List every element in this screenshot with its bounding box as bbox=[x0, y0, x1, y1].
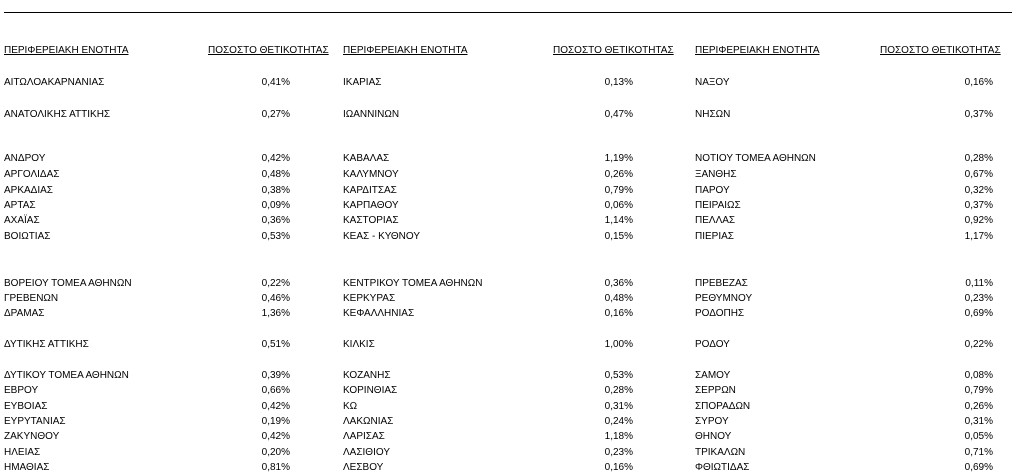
positivity-value: 0,31% bbox=[604, 401, 633, 412]
header-positivity: ΠΟΣΟΣΤΟ ΘΕΤΙΚΟΤΗΤΑΣ bbox=[208, 45, 329, 56]
positivity-value: 0,16% bbox=[604, 462, 633, 473]
region-name: ΚΟΖΑΝΗΣ bbox=[343, 370, 391, 381]
region-name: ΑΡΚΑΔΙΑΣ bbox=[4, 185, 53, 196]
region-name: ΣΠΟΡΑΔΩΝ bbox=[695, 401, 751, 412]
region-name: ΣΥΡΟΥ bbox=[695, 416, 729, 427]
region-name: ΚΕΦΑΛΛΗΝΙΑΣ bbox=[343, 308, 415, 319]
region-name: ΝΑΞΟΥ bbox=[695, 77, 730, 88]
region-name: ΚΑΒΑΛΑΣ bbox=[343, 153, 390, 164]
positivity-value: 0,69% bbox=[964, 462, 993, 473]
region-name: ΓΡΕΒΕΝΩΝ bbox=[4, 293, 59, 304]
positivity-value: 0,36% bbox=[261, 215, 290, 226]
positivity-value: 0,79% bbox=[964, 385, 993, 396]
region-name: ΠΑΡΟΥ bbox=[695, 185, 730, 196]
region-name: ΚΕΝΤΡΙΚΟΥ ΤΟΜΕΑ ΑΘΗΝΩΝ bbox=[343, 278, 483, 289]
region-name: ΠΙΕΡΙΑΣ bbox=[695, 231, 734, 242]
region-name: ΚΩ bbox=[343, 401, 358, 412]
region-name: ΔΥΤΙΚΟΥ ΤΟΜΕΑ ΑΘΗΝΩΝ bbox=[4, 370, 129, 381]
region-name: ΡΟΔΟΥ bbox=[695, 339, 730, 350]
region-name: ΡΟΔΟΠΗΣ bbox=[695, 308, 745, 319]
positivity-value: 1,18% bbox=[604, 431, 633, 442]
region-name: ΖΑΚΥΝΘΟΥ bbox=[4, 431, 60, 442]
region-name: ΡΕΘΥΜΝΟΥ bbox=[695, 293, 753, 304]
positivity-value: 0,16% bbox=[604, 308, 633, 319]
region-name: ΙΚΑΡΙΑΣ bbox=[343, 77, 382, 88]
region-name: ΗΛΕΙΑΣ bbox=[4, 447, 41, 458]
region-name: ΚΙΛΚΙΣ bbox=[343, 339, 375, 350]
positivity-value: 1,17% bbox=[964, 231, 993, 242]
positivity-value: 0,36% bbox=[604, 278, 633, 289]
region-name: ΠΕΛΛΑΣ bbox=[695, 215, 736, 226]
region-name: ΣΑΜΟΥ bbox=[695, 370, 731, 381]
region-name: ΛΕΣΒΟΥ bbox=[343, 462, 384, 473]
region-name: ΤΡΙΚΑΛΩΝ bbox=[695, 447, 746, 458]
region-name: ΒΟΙΩΤΙΑΣ bbox=[4, 231, 51, 242]
region-name: ΚΑΛΥΜΝΟΥ bbox=[343, 169, 399, 180]
positivity-value: 0,42% bbox=[261, 401, 290, 412]
positivity-value: 0,28% bbox=[964, 153, 993, 164]
positivity-value: 0,26% bbox=[604, 169, 633, 180]
positivity-value: 0,81% bbox=[261, 462, 290, 473]
positivity-value: 0,42% bbox=[261, 153, 290, 164]
positivity-value: 0,42% bbox=[261, 431, 290, 442]
region-name: ΑΝΔΡΟΥ bbox=[4, 153, 46, 164]
region-name: ΑΝΑΤΟΛΙΚΗΣ ΑΤΤΙΚΗΣ bbox=[4, 109, 111, 120]
positivity-value: 0,24% bbox=[604, 416, 633, 427]
positivity-value: 0,41% bbox=[261, 77, 290, 88]
region-name: ΗΜΑΘΙΑΣ bbox=[4, 462, 50, 473]
positivity-value: 1,36% bbox=[261, 308, 290, 319]
positivity-value: 0,37% bbox=[964, 200, 993, 211]
region-name: ΒΟΡΕΙΟΥ ΤΟΜΕΑ ΑΘΗΝΩΝ bbox=[4, 278, 132, 289]
region-name: ΠΕΙΡΑΙΩΣ bbox=[695, 200, 741, 211]
positivity-value: 0,46% bbox=[261, 293, 290, 304]
positivity-value: 0,71% bbox=[964, 447, 993, 458]
region-name: ΚΑΡΠΑΘΟΥ bbox=[343, 200, 399, 211]
positivity-value: 0,31% bbox=[964, 416, 993, 427]
region-name: ΕΒΡΟΥ bbox=[4, 385, 39, 396]
region-name: ΚΑΡΔΙΤΣΑΣ bbox=[343, 185, 397, 196]
positivity-value: 0,26% bbox=[964, 401, 993, 412]
positivity-value: 0,13% bbox=[604, 77, 633, 88]
positivity-value: 0,05% bbox=[964, 431, 993, 442]
region-name: ΝΟΤΙΟΥ ΤΟΜΕΑ ΑΘΗΝΩΝ bbox=[695, 153, 816, 164]
positivity-value: 0,53% bbox=[604, 370, 633, 381]
header-positivity: ΠΟΣΟΣΤΟ ΘΕΤΙΚΟΤΗΤΑΣ bbox=[880, 45, 1001, 56]
positivity-value: 0,48% bbox=[261, 169, 290, 180]
region-name: ΕΥΒΟΙΑΣ bbox=[4, 401, 48, 412]
region-name: ΚΑΣΤΟΡΙΑΣ bbox=[343, 215, 399, 226]
positivity-value: 0,06% bbox=[604, 200, 633, 211]
positivity-value: 0,66% bbox=[261, 385, 290, 396]
positivity-value: 0,32% bbox=[964, 185, 993, 196]
region-name: ΔΡΑΜΑΣ bbox=[4, 308, 45, 319]
region-name: ΝΗΣΩΝ bbox=[695, 109, 731, 120]
positivity-value: 0,22% bbox=[261, 278, 290, 289]
region-name: ΘΗΝΟΥ bbox=[695, 431, 732, 442]
positivity-value: 0,15% bbox=[604, 231, 633, 242]
positivity-value: 0,23% bbox=[964, 293, 993, 304]
positivity-value: 0,38% bbox=[261, 185, 290, 196]
positivity-value: 0,79% bbox=[604, 185, 633, 196]
positivity-value: 0,11% bbox=[965, 278, 993, 289]
region-name: ΞΑΝΘΗΣ bbox=[695, 169, 737, 180]
positivity-value: 0,16% bbox=[964, 77, 993, 88]
positivity-value: 0,51% bbox=[261, 339, 290, 350]
region-name: ΚΕΑΣ - ΚΥΘΝΟΥ bbox=[343, 231, 420, 242]
region-name: ΑΡΤΑΣ bbox=[4, 200, 36, 211]
positivity-value: 0,69% bbox=[964, 308, 993, 319]
positivity-value: 0,23% bbox=[604, 447, 633, 458]
region-name: ΑΡΓΟΛΙΔΑΣ bbox=[4, 169, 60, 180]
positivity-value: 0,92% bbox=[964, 215, 993, 226]
region-name: ΕΥΡΥΤΑΝΙΑΣ bbox=[4, 416, 66, 427]
region-name: ΣΕΡΡΩΝ bbox=[695, 385, 736, 396]
region-name: ΛΑΣΙΘΙΟΥ bbox=[343, 447, 390, 458]
positivity-value: 0,20% bbox=[261, 447, 290, 458]
positivity-value: 1,19% bbox=[604, 153, 633, 164]
positivity-value: 1,00% bbox=[604, 339, 633, 350]
top-rule bbox=[4, 12, 1012, 13]
region-name: ΔΥΤΙΚΗΣ ΑΤΤΙΚΗΣ bbox=[4, 339, 89, 350]
positivity-value: 0,48% bbox=[604, 293, 633, 304]
region-name: ΚΕΡΚΥΡΑΣ bbox=[343, 293, 396, 304]
positivity-value: 0,39% bbox=[261, 370, 290, 381]
region-name: ΑΙΤΩΛΟΑΚΑΡΝΑΝΙΑΣ bbox=[4, 77, 105, 88]
positivity-value: 1,14% bbox=[604, 215, 633, 226]
positivity-value: 0,27% bbox=[261, 109, 290, 120]
region-name: ΠΡΕΒΕΖΑΣ bbox=[695, 278, 748, 289]
positivity-value: 0,67% bbox=[964, 169, 993, 180]
positivity-value: 0,08% bbox=[964, 370, 993, 381]
region-name: ΙΩΑΝΝΙΝΩΝ bbox=[343, 109, 400, 120]
header-region: ΠΕΡΙΦΕΡΕΙΑΚΗ ΕΝΟΤΗΤΑ bbox=[4, 45, 129, 56]
positivity-value: 0,19% bbox=[261, 416, 290, 427]
region-name: ΛΑΚΩΝΙΑΣ bbox=[343, 416, 394, 427]
positivity-value: 0,37% bbox=[964, 109, 993, 120]
region-name: ΦΘΙΩΤΙΔΑΣ bbox=[695, 462, 750, 473]
positivity-value: 0,47% bbox=[604, 109, 633, 120]
positivity-value: 0,09% bbox=[261, 200, 290, 211]
header-region: ΠΕΡΙΦΕΡΕΙΑΚΗ ΕΝΟΤΗΤΑ bbox=[695, 45, 820, 56]
positivity-value: 0,53% bbox=[261, 231, 290, 242]
header-region: ΠΕΡΙΦΕΡΕΙΑΚΗ ΕΝΟΤΗΤΑ bbox=[343, 45, 468, 56]
region-name: ΛΑΡΙΣΑΣ bbox=[343, 431, 385, 442]
positivity-value: 0,28% bbox=[604, 385, 633, 396]
region-name: ΚΟΡΙΝΘΙΑΣ bbox=[343, 385, 398, 396]
header-positivity: ΠΟΣΟΣΤΟ ΘΕΤΙΚΟΤΗΤΑΣ bbox=[553, 45, 674, 56]
region-name: ΑΧΑΪΑΣ bbox=[4, 215, 40, 226]
positivity-value: 0,22% bbox=[964, 339, 993, 350]
